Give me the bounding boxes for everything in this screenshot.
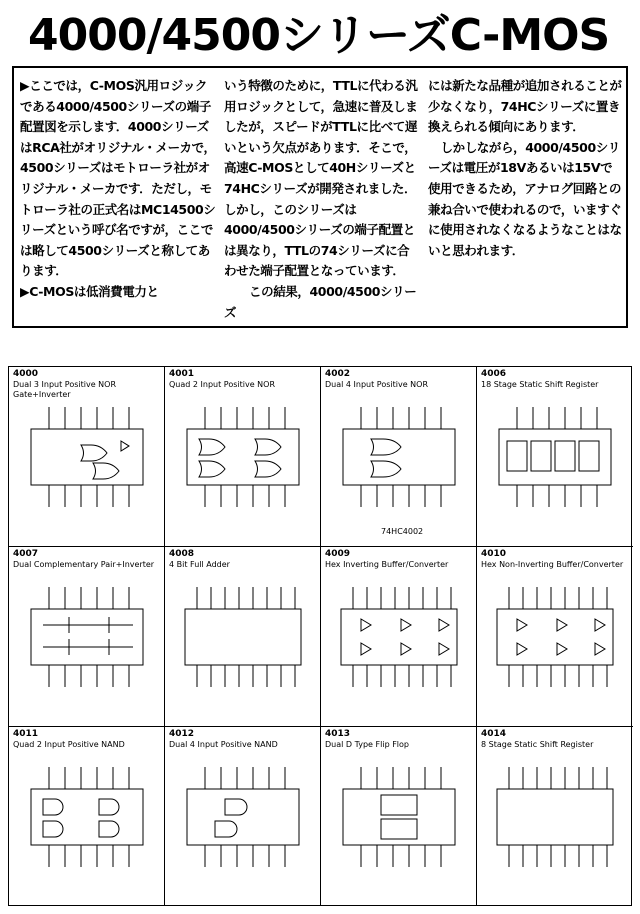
intro-paragraph: には新たな品種が追加されることが少なくなり，74HCシリーズに置き換えられる傾向にあります． — [428, 78, 622, 135]
part-number: 4001 — [169, 369, 195, 379]
part-description: Quad 2 Input Positive NOR — [169, 380, 276, 389]
part-number: 4010 — [481, 549, 507, 559]
part-number: 4002 — [325, 369, 351, 379]
part-description: Dual 4 Input Positive NOR — [325, 380, 429, 389]
intro-paragraph: この結果，4000/4500シリーズ — [224, 283, 417, 320]
pinout-diagram — [477, 547, 633, 727]
chip-cell-4001 — [165, 367, 321, 547]
chip-cell-4002 — [321, 367, 477, 547]
pinout-diagram — [321, 367, 477, 547]
pinout-diagram — [9, 727, 165, 905]
part-number: 4000 — [13, 369, 39, 379]
part-number: 4012 — [169, 729, 195, 739]
part-description: 4 Bit Full Adder — [169, 560, 230, 569]
part-description: Hex Inverting Buffer/Converter — [325, 560, 449, 569]
part-description: Dual D Type Flip Flop — [325, 740, 409, 749]
part-description: Dual Complementary Pair+Inverter — [13, 560, 155, 569]
intro-paragraph: ▶C-MOSは低消費電力と — [20, 283, 159, 299]
pinout-diagram — [165, 367, 321, 547]
part-description: 18 Stage Static Shift Register — [481, 380, 599, 389]
chip-cell-4012 — [165, 727, 321, 905]
part-number: 4014 — [481, 729, 507, 739]
intro-paragraph: しかしながら，4000/4500シリーズは電圧が18Vあるいは15Vで使用できるため，アナログ回路との兼ね合いで使われるので，いますぐに使用されなくなるようなことはないと思われます． — [428, 139, 622, 258]
part-description: Quad 2 Input Positive NAND — [13, 740, 125, 749]
title-banner — [0, 0, 640, 64]
pinout-diagram — [477, 727, 633, 905]
chip-cell-4013 — [321, 727, 477, 905]
intro-column-2 — [224, 76, 420, 323]
chip-cell-4010 — [477, 547, 633, 727]
part-description: 8 Stage Static Shift Register — [481, 740, 594, 749]
intro-box — [12, 66, 628, 328]
pinout-diagram — [321, 547, 477, 727]
part-number: 4011 — [13, 729, 39, 739]
part-description: Dual 4 Input Positive NAND — [169, 740, 278, 749]
chip-cell-4014 — [477, 727, 633, 905]
intro-paragraph: いう特徴のために，TTLに代わる汎用ロジックとして，急速に普及しましたが，スピードがTTLに比べて遅いという欠点があります．そこで，高速C-MOSとして40Hシリーズと74HCシリーズが開発されました．しかし，このシリーズは4000/4500シリーズの端子配置とは異なり，TTLの74シリーズに合わせた端子配置となっています． — [224, 78, 418, 279]
intro-column-1 — [20, 76, 216, 303]
part-number: 4008 — [169, 549, 195, 559]
part-number: 4006 — [481, 369, 507, 379]
pinout-grid — [8, 366, 632, 906]
pinout-diagram — [9, 547, 165, 727]
pinout-diagram — [165, 547, 321, 727]
chip-cell-4006 — [477, 367, 633, 547]
chip-cell-4007 — [9, 547, 165, 727]
pinout-diagram — [9, 367, 165, 547]
page-title: 4000/4500シリーズC-MOS — [28, 10, 610, 61]
intro-column-3 — [428, 76, 624, 261]
part-description: Dual 3 Input Positive NOR Gate+Inverter — [13, 380, 117, 399]
chip-cell-4009 — [321, 547, 477, 727]
pinout-diagram — [477, 367, 633, 547]
part-number: 4013 — [325, 729, 351, 739]
part-description: Hex Non-Inverting Buffer/Converter — [481, 560, 624, 569]
chip-cell-4011 — [9, 727, 165, 905]
part-note: 74HC4002 — [381, 527, 424, 536]
intro-paragraph: ▶ここでは，C-MOS汎用ロジックである4000/4500シリーズの端子配置図を示します．4000シリーズはRCA社がオリジナル・メーカで，4500シリーズはモトローラ社がオリジナル・メーカです．ただし，モトローラ社の正式名はMC14500シリーズという呼び名ですが，ここでは略して4500シリーズと称してあります． — [20, 78, 216, 279]
pinout-diagram — [165, 727, 321, 905]
part-number: 4007 — [13, 549, 39, 559]
part-number: 4009 — [325, 549, 351, 559]
chip-cell-4008 — [165, 547, 321, 727]
chip-cell-4000 — [9, 367, 165, 547]
pinout-diagram — [321, 727, 477, 905]
